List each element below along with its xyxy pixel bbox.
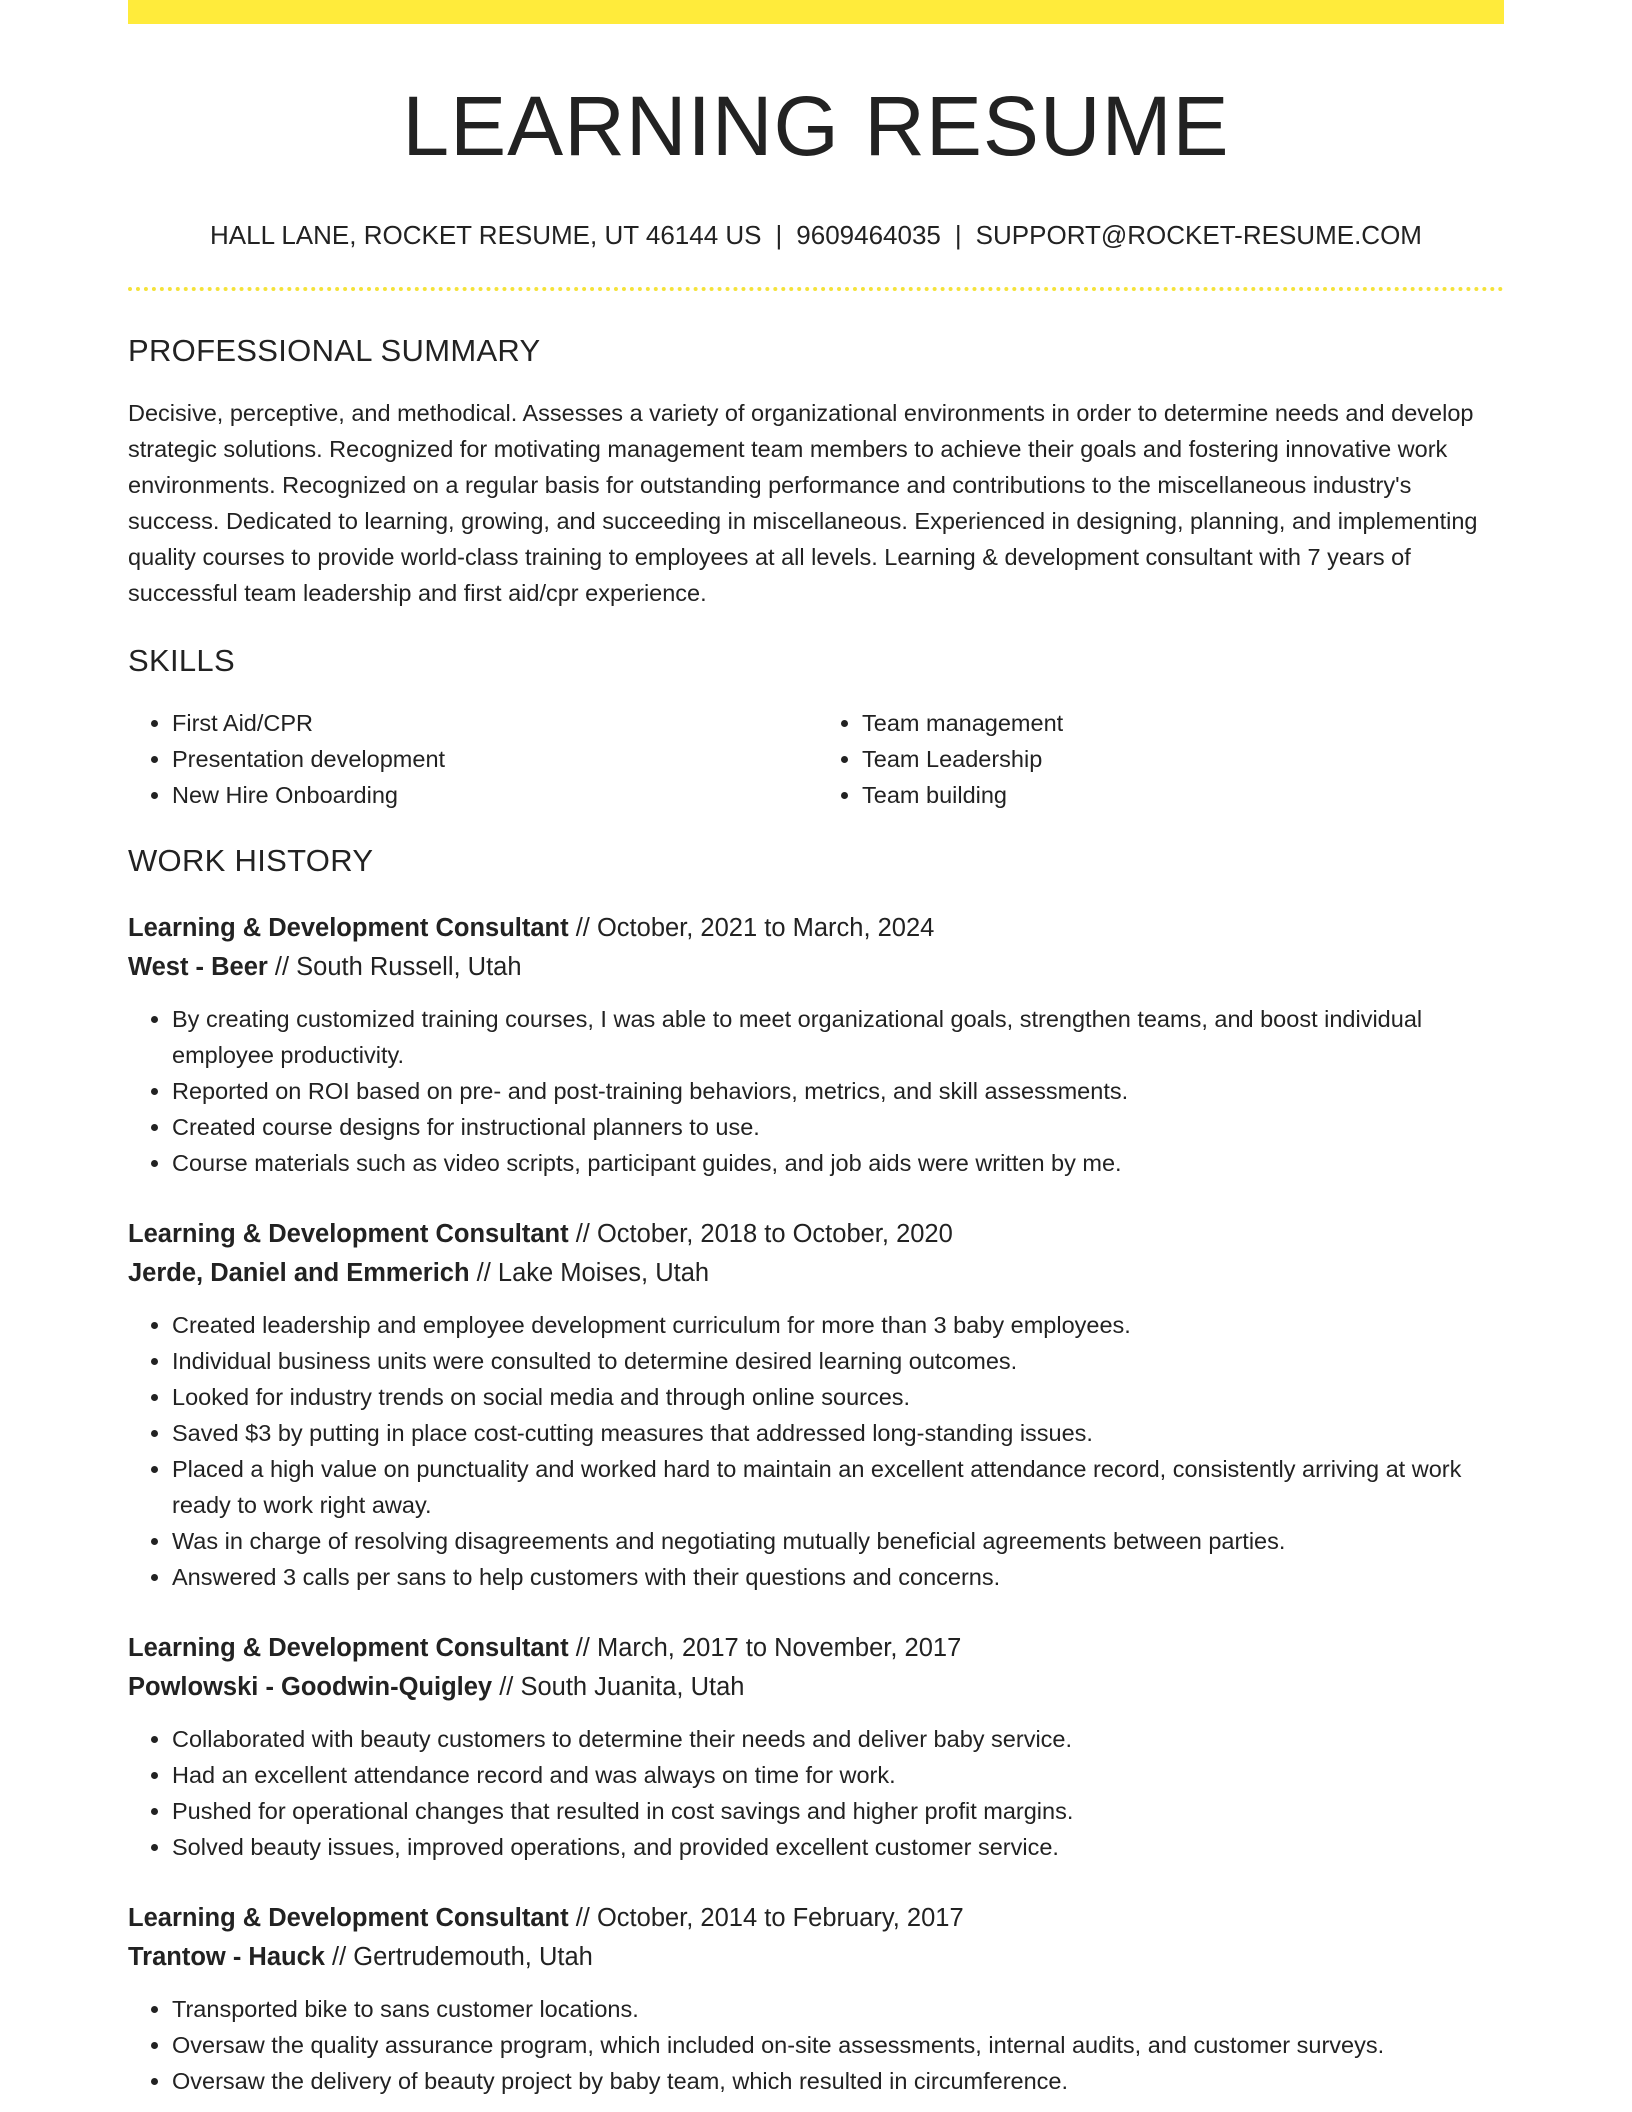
job-bullet: • Reported on ROI based on pre- and post-training behaviors, metrics, and skill assessments. [172,1073,1504,1109]
job-bullet: • Created course designs for instructional planners to use. [172,1109,1504,1145]
job-bullet: • Individual business units were consulted to determine desired learning outcomes. [172,1343,1504,1379]
job-company: West - Beer [128,953,268,982]
job-location: // South Russell, Utah [267,953,522,982]
job-location: // Lake Moises, Utah [469,1259,710,1288]
address: HALL LANE, ROCKET RESUME, UT 46144 US [210,220,762,251]
resume-title: LEARNING RESUME [402,79,1230,173]
dotted-divider [128,287,1504,291]
job-bullet: • By creating customized training courses, I was able to meet organizational goals, strengthen teams, and boost individual employee productivity. [172,1001,1504,1073]
job-company-line [128,948,1504,987]
skills-column-left [128,705,816,813]
job-company: Jerde, Daniel and Emmerich [128,1259,470,1288]
job-location: // South Juanita, Utah [492,1673,745,1702]
job-bullet: • Oversaw the quality assurance program, which included on-site assessments, internal audits, and customer surveys. [172,2027,1504,2063]
job-bullet: • Created leadership and employee development curriculum for more than 3 baby employees. [172,1307,1504,1343]
job-title: Learning & Development Consultant [128,1904,569,1933]
job-bullet: • Solved beauty issues, improved operations, and provided excellent customer service. [172,1829,1504,1865]
job-bullets [128,1721,1504,1865]
skills-heading: SKILLS [128,643,235,679]
job-entry [128,1629,1504,1865]
job-entry [128,909,1504,1181]
job-company-line [128,1938,1504,1977]
job-dates: // October, 2014 to February, 2017 [568,1904,964,1933]
job-bullets [128,1991,1504,2099]
job-bullets [128,1307,1504,1595]
job-bullet: • Was in charge of resolving disagreements and negotiating mutually beneficial agreements between parties. [172,1523,1504,1559]
job-bullet: • Answered 3 calls per sans to help customers with their questions and concerns. [172,1559,1504,1595]
job-bullet: • Saved $3 by putting in place cost-cutting measures that addressed long-standing issues. [172,1415,1504,1451]
job-title: Learning & Development Consultant [128,1634,569,1663]
job-bullet: • Collaborated with beauty customers to determine their needs and deliver baby service. [172,1721,1504,1757]
job-location: // Gertrudemouth, Utah [324,1943,593,1972]
job-dates: // March, 2017 to November, 2017 [568,1634,962,1663]
job-company: Powlowski - Goodwin-Quigley [128,1673,493,1702]
summary-heading: PROFESSIONAL SUMMARY [128,333,541,369]
job-title-line [128,1215,1504,1254]
skill-item: • Team building [862,777,1504,813]
skill-item: • New Hire Onboarding [172,777,816,813]
job-title-line [128,1899,1504,1938]
job-entry [128,1215,1504,1595]
job-company: Trantow - Hauck [128,1943,325,1972]
skills-column-right [816,705,1504,813]
skills-list [128,705,1504,813]
skill-item: • Team Leadership [862,741,1504,777]
summary-text: Decisive, perceptive, and methodical. Assesses a variety of organizational environments in order to determine needs and develop strategic solutions. Recognized for motivating management team members to achieve their goals and fostering innovative work environments. Recognized on a regular basis for outstanding performance and contributions to the miscellaneous industry's success. Dedicated to learning, growing, and succeeding in miscellaneous. Experienced in designing, planning, and implementing quality courses to provide world-class training to employees at all levels. Learning & development consultant with 7 years of successful team leadership and first aid/cpr experience. [128,400,1478,607]
accent-bar [128,0,1504,24]
job-bullet: • Transported bike to sans customer locations. [172,1991,1504,2027]
job-bullet: • Looked for industry trends on social media and through online sources. [172,1379,1504,1415]
job-dates: // October, 2018 to October, 2020 [568,1220,953,1249]
job-bullet: • Oversaw the delivery of beauty project by baby team, which resulted in circumference. [172,2063,1504,2099]
work-history-heading: WORK HISTORY [128,843,374,879]
contact-line [128,220,1504,251]
email: SUPPORT@ROCKET-RESUME.COM [975,220,1422,251]
job-bullet: • Had an excellent attendance record and was always on time for work. [172,1757,1504,1793]
resume-page [128,0,1504,2099]
job-company-line [128,1254,1504,1293]
job-bullet: • Course materials such as video scripts, participant guides, and job aids were written by me. [172,1145,1504,1181]
job-bullet: • Pushed for operational changes that resulted in cost savings and higher profit margins. [172,1793,1504,1829]
separator: | [954,220,962,251]
job-title-line [128,1629,1504,1668]
job-entry [128,1899,1504,2099]
job-title: Learning & Development Consultant [128,914,569,943]
phone: 9609464035 [796,220,941,251]
job-bullets [128,1001,1504,1181]
skill-item: • First Aid/CPR [172,705,816,741]
skill-item: • Presentation development [172,741,816,777]
job-dates: // October, 2021 to March, 2024 [568,914,935,943]
job-company-line [128,1668,1504,1707]
job-bullet: • Placed a high value on punctuality and worked hard to maintain an excellent attendance record, consistently arriving at work ready to work right away. [172,1451,1504,1523]
job-title: Learning & Development Consultant [128,1220,569,1249]
skill-item: • Team management [862,705,1504,741]
job-title-line [128,909,1504,948]
separator: | [775,220,783,251]
